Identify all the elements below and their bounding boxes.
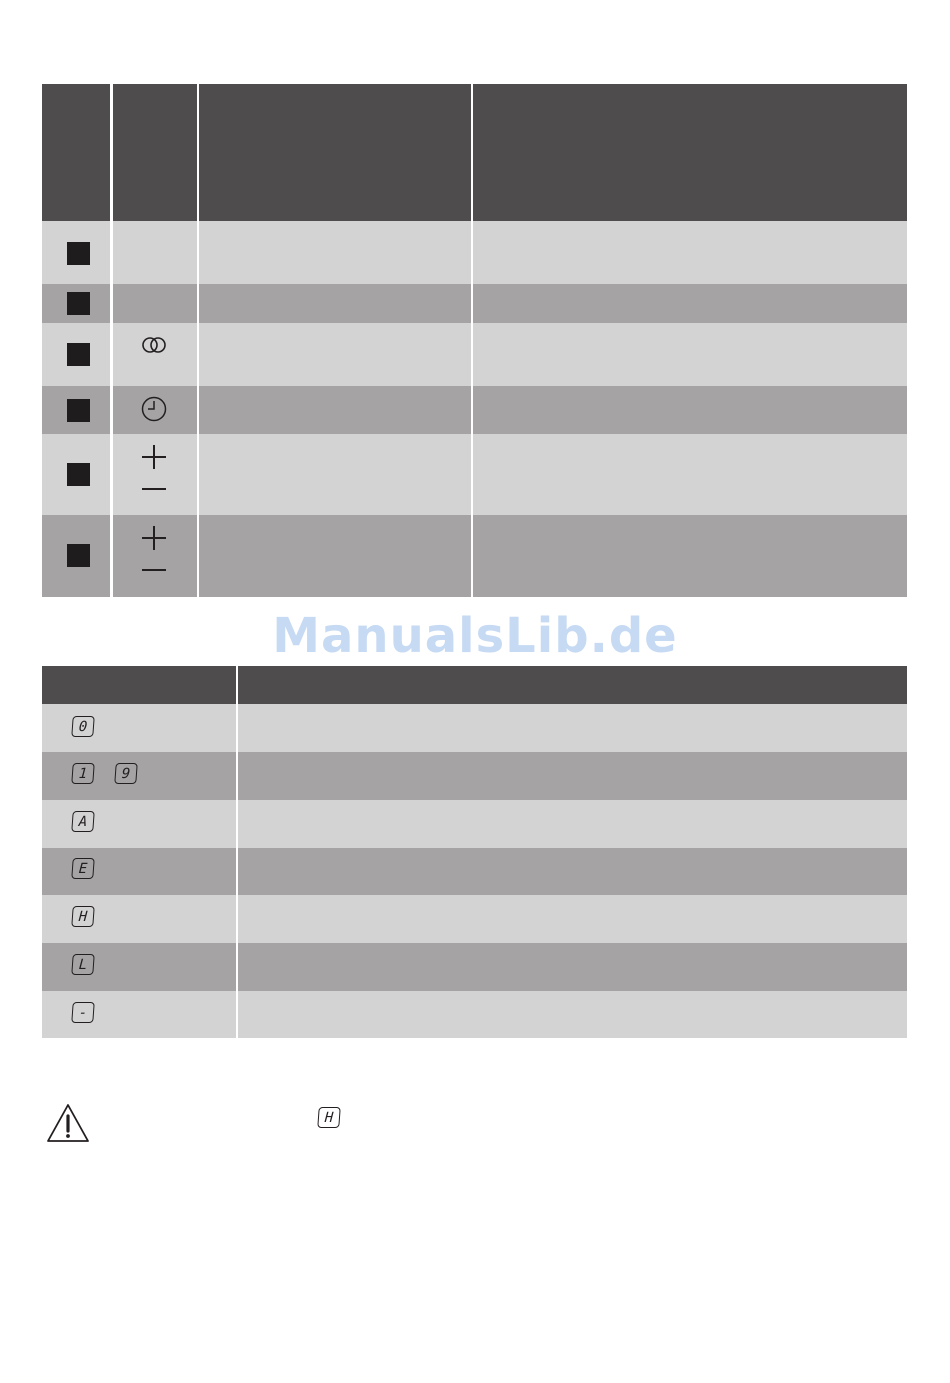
table-row xyxy=(42,434,907,515)
column-divider xyxy=(471,84,473,597)
display-symbol: 0 xyxy=(71,716,94,737)
display-symbol: A xyxy=(71,811,94,832)
display-symbol: - xyxy=(71,1002,94,1023)
clock-icon xyxy=(141,396,167,422)
display-symbol: L xyxy=(71,954,94,975)
minus-icon xyxy=(140,482,168,496)
plus-icon xyxy=(140,524,168,552)
table-row xyxy=(42,991,907,1038)
callout-marker xyxy=(67,463,90,486)
display-header-col-2 xyxy=(238,666,907,704)
table-row xyxy=(42,895,907,943)
display-symbol: 9 xyxy=(114,763,137,784)
plus-icon xyxy=(140,443,168,471)
warning-icon xyxy=(45,1102,91,1144)
table-row xyxy=(42,515,907,597)
callout-marker xyxy=(67,544,90,567)
callout-marker xyxy=(67,242,90,265)
table-row xyxy=(42,221,907,284)
controls-header-col-3 xyxy=(199,84,471,221)
table-row xyxy=(42,848,907,895)
table-row xyxy=(42,323,907,386)
controls-header-col-2 xyxy=(113,84,197,221)
callout-marker xyxy=(67,292,90,315)
controls-header-col-4 xyxy=(473,84,907,221)
display-symbol: E xyxy=(71,858,94,879)
table-row xyxy=(42,704,907,752)
table-row xyxy=(42,800,907,848)
display-symbol: H xyxy=(71,906,94,927)
display-header-col-1 xyxy=(42,666,236,704)
table-row xyxy=(42,386,907,434)
callout-marker xyxy=(67,399,90,422)
column-divider xyxy=(110,84,113,597)
display-symbol: H xyxy=(317,1107,340,1128)
column-divider xyxy=(197,84,199,597)
display-symbol: 1 xyxy=(71,763,94,784)
callout-marker xyxy=(67,343,90,366)
column-divider xyxy=(236,666,238,1038)
table-row xyxy=(42,943,907,991)
bridge-zones-icon xyxy=(141,336,169,354)
watermark: ManualsLib.de xyxy=(272,608,678,664)
table-row xyxy=(42,284,907,323)
table-row xyxy=(42,752,907,800)
minus-icon xyxy=(140,563,168,577)
controls-header-col-1 xyxy=(42,84,110,221)
